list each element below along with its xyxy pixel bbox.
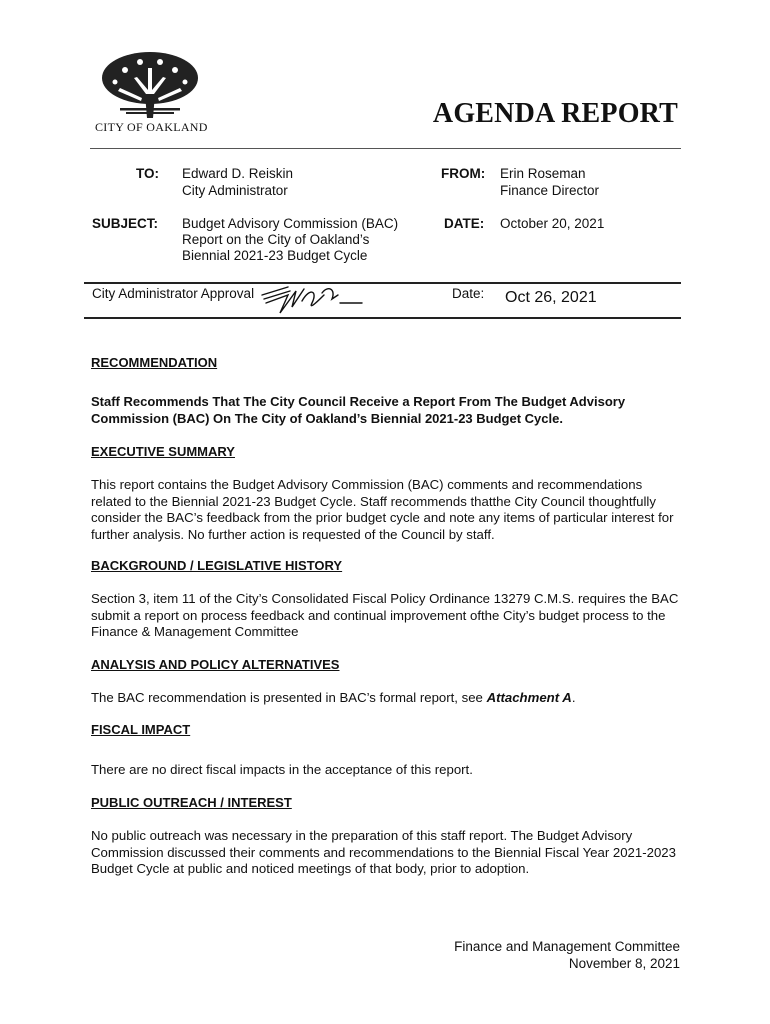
fiscal-impact-text: There are no direct fiscal impacts in the acceptance of this report.: [91, 762, 473, 777]
from-title: Finance Director: [500, 183, 600, 198]
public-outreach-text: No public outreach was necessary in the preparation of this staff report. The Budget Advisory Commission discussed their comments and recommendations to the Biennial Fiscal Year 2021-2023 Budget Cycle at public and noticed meetings of that body, prior to adoption.: [91, 828, 676, 876]
background-text: Section 3, item 11 of the City’s Consolidated Fiscal Policy Ordinance 13279 C.M.S. requires the BAC submit a report on process feedback and continual improvement ofthe City’s budget process to the Finance & Management Committee: [91, 591, 679, 639]
footer-date: November 8, 2021: [568, 956, 680, 971]
analysis-text-end: .: [571, 690, 576, 705]
recommendation-heading: RECOMMENDATION: [91, 355, 218, 370]
header-divider: [90, 148, 681, 149]
approval-top-rule: [84, 282, 681, 284]
executive-summary-heading: EXECUTIVE SUMMARY: [91, 444, 235, 459]
analysis-text: [91, 690, 681, 707]
to-title: City Administrator: [182, 183, 288, 198]
public-outreach-heading: PUBLIC OUTREACH / INTEREST: [91, 795, 292, 810]
footer: [454, 938, 680, 972]
approval-bottom-rule: [84, 317, 681, 319]
executive-summary-text: This report contains the Budget Advisory Commission (BAC) comments and recommendations related to the Biennial 2021-23 Budget Cycle. Staff recommends thatthe City Council thoughtfully consider the BAC’s feedback from the prior budget cycle and note any items of particular interest for further analysis. No further action is requested of the Council by staff.: [91, 477, 674, 542]
subject-line-1: Budget Advisory Commission (BAC): [182, 216, 399, 231]
attachment-a-reference: Attachment A: [486, 690, 572, 705]
subject-line-2: Report on the City of Oakland’s: [182, 232, 370, 247]
recommendation-text: Staff Recommends That The City Council Receive a Report From The Budget Advisory Commission (BAC) On The City of Oakland’s Biennial 2021-23 Budget Cycle.: [91, 394, 626, 426]
date-label: DATE:: [444, 216, 485, 231]
to-label: TO:: [136, 166, 159, 181]
footer-committee: Finance and Management Committee: [454, 939, 680, 954]
fiscal-impact-heading: FISCAL IMPACT: [91, 722, 191, 737]
report-title: AGENDA REPORT: [432, 98, 678, 129]
approval-date-value: Oct 26, 2021: [505, 289, 597, 306]
from-name: Erin Roseman: [500, 166, 586, 181]
analysis-text-main: The BAC recommendation is presented in BAC’s formal report, see: [91, 690, 487, 705]
analysis-heading: ANALYSIS AND POLICY ALTERNATIVES: [91, 657, 340, 672]
background-heading: BACKGROUND / LEGISLATIVE HISTORY: [91, 558, 343, 573]
approval-date-label: Date:: [452, 286, 485, 301]
from-label: FROM:: [441, 166, 486, 181]
signature-icon: [258, 281, 368, 317]
subject-label: SUBJECT:: [92, 216, 159, 231]
logo-text: CITY OF OAKLAND: [95, 120, 208, 134]
approval-label: City Administrator Approval: [92, 286, 255, 301]
date-value: October 20, 2021: [500, 216, 605, 231]
subject-line-3: Biennial 2021-23 Budget Cycle: [182, 248, 368, 263]
to-name: Edward D. Reiskin: [182, 166, 294, 181]
